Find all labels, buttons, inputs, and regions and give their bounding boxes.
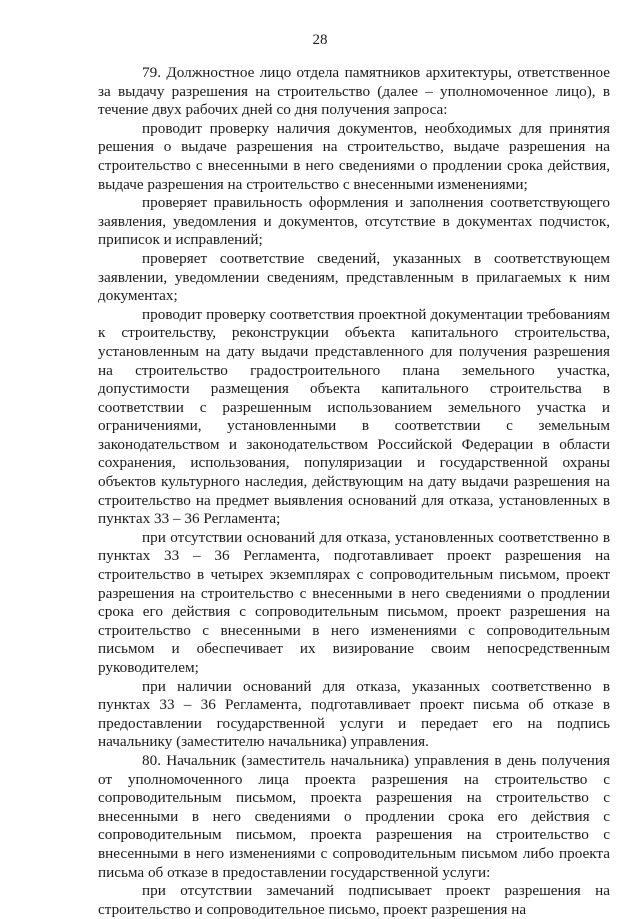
paragraph-no-grounds-for-refusal: при отсутствии оснований для отказа, установленных соответственно в пунктах 33 – 36 Регламента, подготавливает проект разрешения на строительство в четырех экземплярах с сопроводительным письмом, проект разрешения на строительство с внесенными в него сведениями о продлении срока его действия с сопроводительным письмом, проект разрешения на строительство с внесенными в него изменениями с сопроводительным письмом и обеспечивает их визирование своим непосредственным руководителем; [98, 528, 610, 676]
paragraph-check-formatting: проверяет правильность оформления и заполнения соответствующего заявления, уведомления и документов, отсутствие в документах подчисток, приписок и исправлений; [98, 194, 610, 249]
paragraph-79-intro: 79. Должностное лицо отдела памятников архитектуры, ответственное за выдачу разрешения на строительство (далее – уполномоченное лицо), в течение двух рабочих дней со дня получения запроса: [98, 64, 610, 119]
paragraph-check-project-docs: проводит проверку соответствия проектной документации требованиям к строительству, реконструкции объекта капитального строительства, установленным на дату выдачи представленного для получения разрешения на строительство градостроительного плана земельного участка, допустимости размещения объекта капитального строительства в соответствии с разрешенным использованием земельного участка и ограничениями, установленными в соответствии с земельным законодательством и законодательством Российской Федерации в области сохранения, использования, популяризации и государственной охраны объектов культурного наследия, действующим на дату выдачи разрешения на строительство на предмет выявления оснований для отказа, установленных в пунктах 33 – 36 Регламента; [98, 305, 610, 528]
paragraph-80-intro: 80. Начальник (заместитель начальника) управления в день получения от уполномоченного лица проекта разрешения на строительство с сопроводительным письмом, проекта разрешения на строительство с внесенными в него сведениями о продлении срока его действия с сопроводительным письмом, проекта разрешения на строительство с внесенными в него изменениями с сопроводительным письмом либо проекта письма об отказе в предоставлении государственной услуги: [98, 751, 610, 881]
paragraph-check-documents: проводит проверку наличия документов, необходимых для принятия решения о выдаче разрешения на строительство, выдаче разрешения на строительство с внесенными в него сведениями о продлении срока действия, выдаче разрешения на строительство с внесенными изменениями; [98, 119, 610, 193]
document-body [98, 64, 610, 919]
paragraph-check-information: проверяет соответствие сведений, указанных в соответствующем заявлении, уведомлении сведениям, представленным в прилагаемых к ним документах; [98, 249, 610, 305]
paragraph-grounds-for-refusal: при наличии оснований для отказа, указанных соответственно в пунктах 33 – 36 Регламента, подготавливает проект письма об отказе в предоставлении государственной услуги и передает его на подпись начальнику (заместителю начальника) управления. [98, 677, 610, 751]
paragraph-no-remarks: при отсутствии замечаний подписывает проект разрешения на строительство и сопроводительное письмо, проект разрешения на [98, 882, 610, 918]
page-number: 28 [312, 32, 328, 48]
